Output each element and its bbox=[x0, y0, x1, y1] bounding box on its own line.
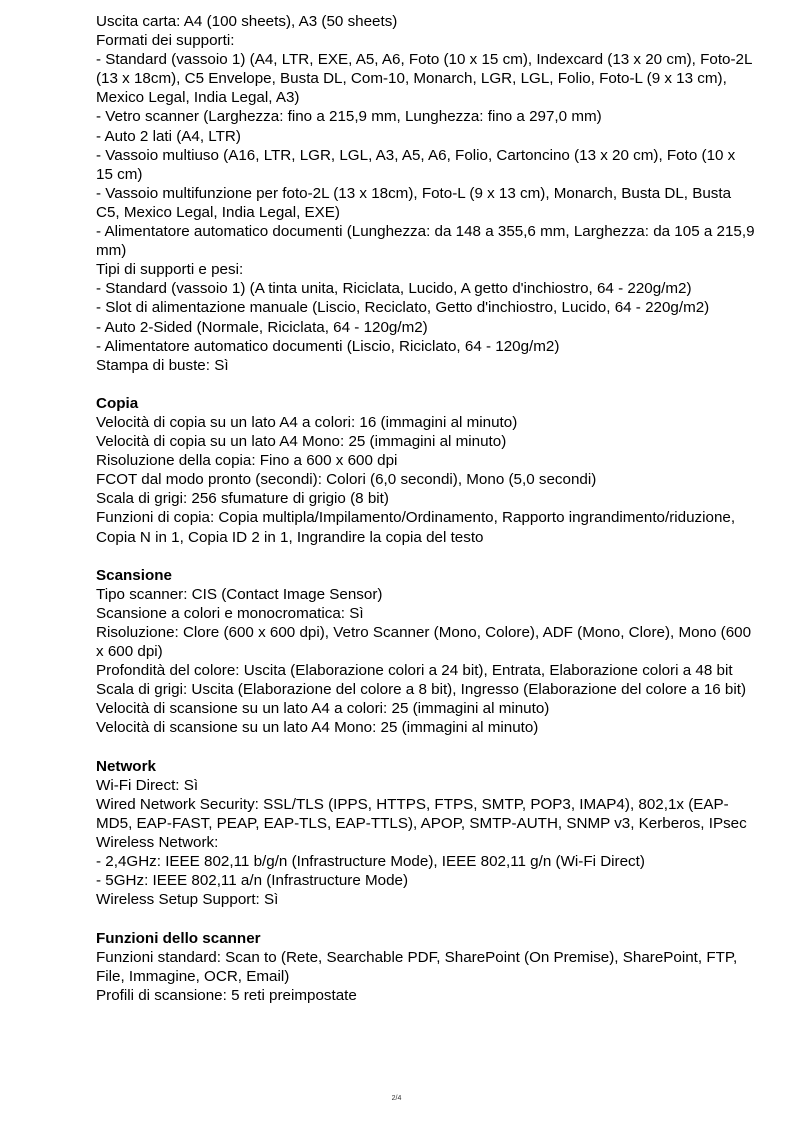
section-scansione bbox=[96, 566, 756, 738]
spec-line: Wired Network Security: SSL/TLS (IPPS, HTTPS, FTPS, SMTP, POP3, IMAP4), 802,1x (EAP-MD5, EAP-FAST, PEAP, EAP-TLS, EAP-TTLS), APOP, SMTP-AUTH, SNMP v3, Kerberos, IPsec bbox=[96, 795, 747, 832]
spec-line: - Alimentatore automatico documenti (Liscio, Riciclato, 64 - 120g/m2) bbox=[96, 337, 560, 355]
spec-line: Velocità di copia su un lato A4 Mono: 25 (immagini al minuto) bbox=[96, 433, 507, 451]
section-heading: Scansione bbox=[96, 566, 172, 584]
page-number: 2/4 bbox=[391, 1095, 402, 1102]
spec-line: Risoluzione della copia: Fino a 600 x 600 dpi bbox=[96, 452, 398, 470]
spec-line: - Vassoio multifunzione per foto-2L (13 x 18cm), Foto-L (9 x 13 cm), Monarch, Busta DL, Busta C5, Mexico Legal, India Legal, EXE) bbox=[96, 184, 732, 221]
section-heading: Network bbox=[96, 757, 156, 775]
section-network bbox=[96, 757, 756, 910]
spec-line: - Standard (vassoio 1) (A tinta unita, Riciclata, Lucido, A getto d'inchiostro, 64 - 220g/m2) bbox=[96, 280, 692, 298]
spec-line: Scala di grigi: 256 sfumature di grigio (8 bit) bbox=[96, 490, 389, 508]
section-heading: Funzioni dello scanner bbox=[96, 929, 261, 947]
spec-line: Profili di scansione: 5 reti preimpostate bbox=[96, 986, 357, 1004]
section-spacer bbox=[96, 909, 756, 928]
section-copia bbox=[96, 394, 756, 547]
spec-line: Funzioni di copia: Copia multipla/Impilamento/Ordinamento, Rapporto ingrandimento/riduzione, Copia N in 1, Copia ID 2 in 1, Ingrandire la copia del testo bbox=[96, 509, 736, 546]
section-spacer bbox=[96, 738, 756, 757]
document-body bbox=[96, 12, 756, 1005]
spec-line: Scansione a colori e monocromatica: Sì bbox=[96, 604, 364, 622]
spec-line: Profondità del colore: Uscita (Elaborazione colori a 24 bit), Entrata, Elaborazione colori a 48 bit bbox=[96, 662, 733, 680]
spec-line: Wireless Setup Support: Sì bbox=[96, 891, 279, 909]
spec-line: FCOT dal modo pronto (secondi): Colori (6,0 secondi), Mono (5,0 secondi) bbox=[96, 471, 597, 489]
spec-line: Formati dei supporti: bbox=[96, 32, 235, 50]
spec-line: Risoluzione: Clore (600 x 600 dpi), Vetro Scanner (Mono, Colore), ADF (Mono, Clore), Mono (600 x 600 dpi) bbox=[96, 624, 752, 661]
section-funzioni-scanner bbox=[96, 929, 756, 1005]
spec-line: - Slot di alimentazione manuale (Liscio, Reciclato, Getto d'inchiostro, Lucido, 64 - 220g/m2) bbox=[96, 299, 710, 317]
section-heading: Copia bbox=[96, 394, 139, 412]
spec-line: Tipi di supporti e pesi: bbox=[96, 261, 244, 279]
spec-line: Tipo scanner: CIS (Contact Image Sensor) bbox=[96, 585, 383, 603]
spec-line: - 2,4GHz: IEEE 802,11 b/g/n (Infrastructure Mode), IEEE 802,11 g/n (Wi-Fi Direct) bbox=[96, 853, 645, 871]
section-paper-handling bbox=[96, 12, 756, 375]
spec-line: - Auto 2 lati (A4, LTR) bbox=[96, 127, 241, 145]
spec-line: Stampa di buste: Sì bbox=[96, 356, 229, 374]
spec-line: Velocità di scansione su un lato A4 a colori: 25 (immagini al minuto) bbox=[96, 700, 550, 718]
spec-line: Uscita carta: A4 (100 sheets), A3 (50 sheets) bbox=[96, 13, 398, 30]
spec-line: Wireless Network: bbox=[96, 834, 219, 852]
spec-line: - Alimentatore automatico documenti (Lunghezza: da 148 a 355,6 mm, Larghezza: da 105 a 215,9 mm) bbox=[96, 223, 755, 260]
spec-line: Scala di grigi: Uscita (Elaborazione del colore a 8 bit), Ingresso (Elaborazione del colore a 16 bit) bbox=[96, 681, 747, 699]
spec-line: - Vetro scanner (Larghezza: fino a 215,9 mm, Lunghezza: fino a 297,0 mm) bbox=[96, 108, 602, 126]
section-spacer bbox=[96, 375, 756, 394]
spec-line: - Auto 2-Sided (Normale, Riciclata, 64 - 120g/m2) bbox=[96, 318, 428, 336]
spec-line: Velocità di copia su un lato A4 a colori: 16 (immagini al minuto) bbox=[96, 413, 518, 431]
spec-line: Wi-Fi Direct: Sì bbox=[96, 776, 199, 794]
spec-line: Funzioni standard: Scan to (Rete, Searchable PDF, SharePoint (On Premise), SharePoint, FTP, File, Immagine, OCR, Email) bbox=[96, 948, 738, 985]
spec-line: - 5GHz: IEEE 802,11 a/n (Infrastructure Mode) bbox=[96, 872, 409, 890]
spec-line: - Standard (vassoio 1) (A4, LTR, EXE, A5, A6, Foto (10 x 15 cm), Indexcard (13 x 20 cm), Foto-2L (13 x 18cm), C5 Envelope, Busta DL, Com-10, Monarch, LGR, LGL, Folio, Foto-L (9 x 13 cm), Mexico Legal, India Legal, A3) bbox=[96, 51, 752, 107]
section-spacer bbox=[96, 547, 756, 566]
spec-line: Velocità di scansione su un lato A4 Mono: 25 (immagini al minuto) bbox=[96, 719, 539, 737]
spec-line: - Vassoio multiuso (A16, LTR, LGR, LGL, A3, A5, A6, Folio, Cartoncino (13 x 20 cm), Foto (10 x 15 cm) bbox=[96, 146, 736, 183]
